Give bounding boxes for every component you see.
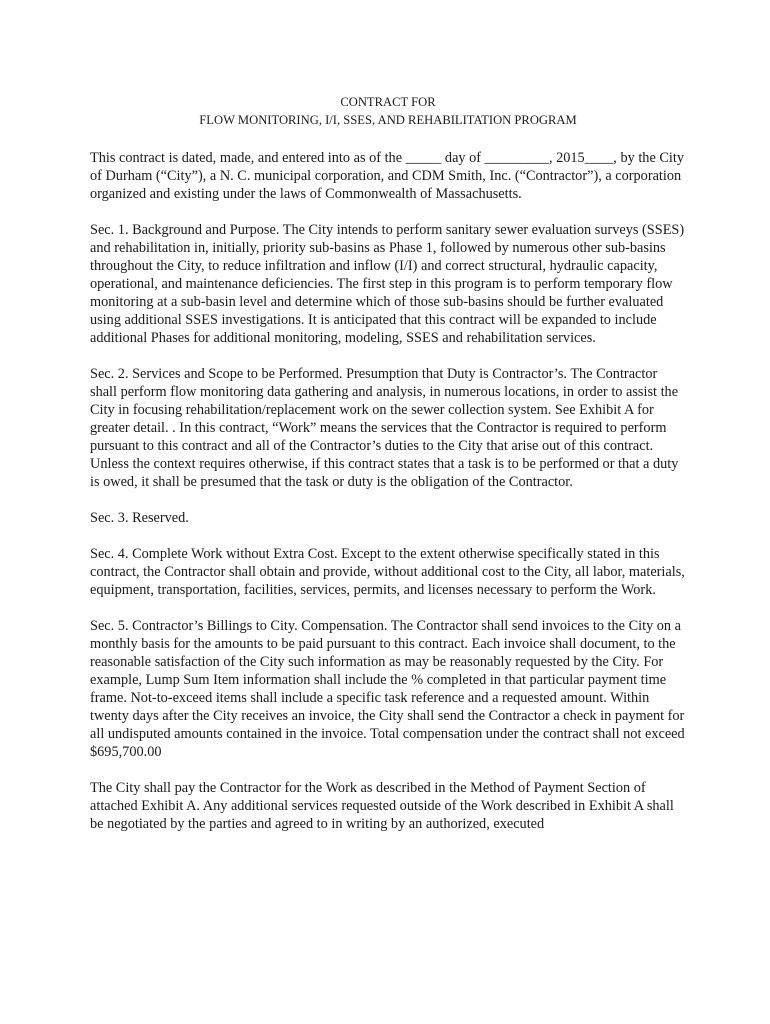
paragraph-sec1: Sec. 1. Background and Purpose. The City intends to perform sanitary sewer evaluation surveys (SSES) and rehabilitation in, initially, priority sub-basins as Phase 1, followed by numerous other sub-basins throughout the City, to reduce infiltration and inflow (I/I) and correct structural, hydraulic capacity, operational, and maintenance deficiencies. The first step in this program is to perform temporary flow monitoring at a sub-basin level and determine which of those sub-basins should be further evaluated using additional SSES investigations. It is anticipated that this contract will be expanded to include additional Phases for additional monitoring, modeling, SSES and rehabilitation services.: [90, 222, 685, 346]
document-title-line1: CONTRACT FOR: [340, 95, 436, 109]
paragraph-intro: This contract is dated, made, and entered into as of the _____ day of _________, 2015____, by the City of Durham (“City”), a N. C. municipal corporation, and CDM Smith, Inc. (“Contractor”), a corporation organized and existing under the laws of Commonwealth of Massachusetts.: [90, 150, 684, 202]
paragraph-sec4: Sec. 4. Complete Work without Extra Cost. Except to the extent otherwise specifically stated in this contract, the Contractor shall obtain and provide, without additional cost to the City, all labor, materials, equipment, transportation, facilities, services, permits, and licenses necessary to perform the Work.: [90, 546, 685, 598]
document-page: [90, 93, 686, 851]
paragraph-sec2: Sec. 2. Services and Scope to be Performed. Presumption that Duty is Contractor’s. The Contractor shall perform flow monitoring data gathering and analysis, in numerous locations, in order to assist the City in focusing rehabilitation/replacement work on the sewer collection system. See Exhibit A for greater detail. . In this contract, “Work” means the services that the Contractor is required to perform pursuant to this contract and all of the Contractor’s duties to the City that arise out of this contract. Unless the context requires otherwise, if this contract states that a task is to be performed or that a duty is owed, it shall be presumed that the task or duty is the obligation of the Contractor.: [90, 366, 679, 490]
paragraph-sec5: Sec. 5. Contractor’s Billings to City. Compensation. The Contractor shall send invoices to the City on a monthly basis for the amounts to be paid pursuant to this contract. Each invoice shall document, to the reasonable satisfaction of the City such information as may be reasonably requested by the City. For example, Lump Sum Item information shall include the % completed in that particular payment time frame. Not-to-exceed items shall include a specific task reference and a requested amount. Within twenty days after the City receives an invoice, the City shall send the Contractor a check in payment for all undisputed amounts contained in the invoice. Total compensation under the contract shall not exceed $695,700.00: [90, 618, 685, 760]
document-title-line2: FLOW MONITORING, I/I, SSES, AND REHABILITATION PROGRAM: [199, 113, 577, 127]
paragraph-sec3: Sec. 3. Reserved.: [90, 510, 189, 526]
paragraph-payment: The City shall pay the Contractor for the Work as described in the Method of Payment Section of attached Exhibit A. Any additional services requested outside of the Work described in Exhibit A shall be negotiated by the parties and agreed to in writing by an authorized, executed: [90, 780, 674, 832]
